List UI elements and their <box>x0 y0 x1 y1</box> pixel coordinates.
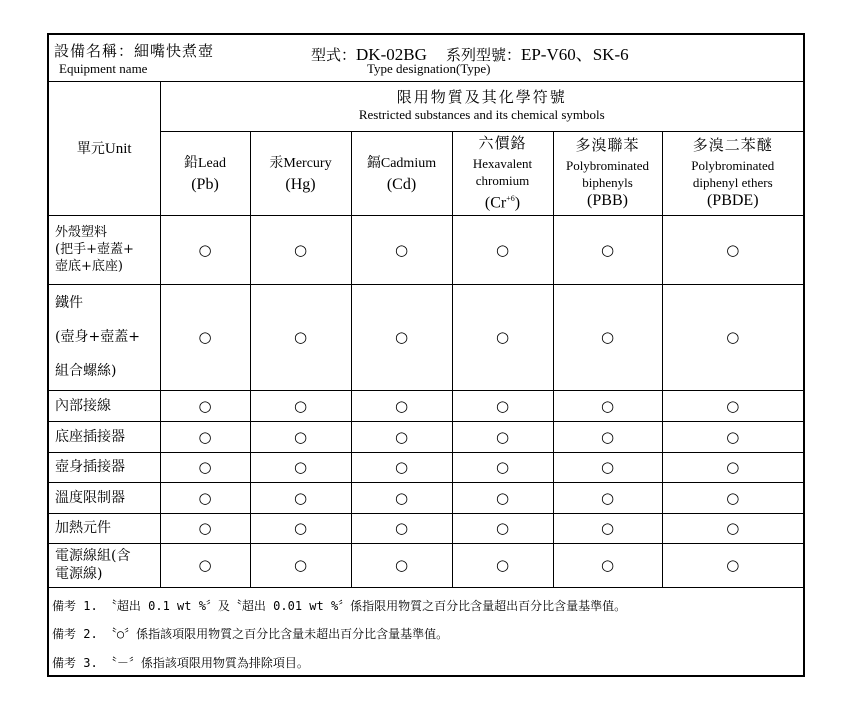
compliance-mark: ○ <box>160 215 250 284</box>
compliance-mark: ○ <box>351 215 452 284</box>
compliance-mark: ○ <box>250 513 351 543</box>
substance-zh: 鉛 <box>184 154 198 171</box>
compliance-mark: ○ <box>662 421 803 452</box>
compliance-mark: ○ <box>351 390 452 421</box>
substance-zh: 多溴二苯醚 <box>692 136 773 154</box>
compliance-mark: ○ <box>351 421 452 452</box>
compliance-mark: ○ <box>553 452 662 482</box>
substance-en-line1: Polybrominated <box>565 158 650 173</box>
compliance-mark: ○ <box>553 513 662 543</box>
compliance-mark: ○ <box>250 215 351 284</box>
compliance-mark: ○ <box>452 215 553 284</box>
compliance-mark: ○ <box>452 543 553 587</box>
note-1: 備考 1. 〝超出 0.1 wt %〞及〝超出 0.01 wt %〞係指限用物質之百分比含量超出百分比含量基準值。 <box>52 599 627 613</box>
type-designation-en: Type designation(Type) <box>367 61 491 76</box>
equipment-name-label: 設備名稱：細嘴快煮壺 <box>54 42 215 60</box>
type-value: DK-02BG <box>356 45 427 64</box>
substance-header-pbde <box>662 131 803 215</box>
substance-en: Cadmium <box>380 155 437 171</box>
unit-header-zh: 單元 <box>76 140 105 157</box>
component-name-cell <box>49 284 160 390</box>
component-row <box>49 482 803 513</box>
substance-header-hexavalent-chromium <box>452 131 553 215</box>
component-row <box>49 421 803 452</box>
component-name-line: 底座插接器 <box>55 428 125 445</box>
compliance-mark: ○ <box>553 421 662 452</box>
component-row <box>49 215 803 284</box>
substance-symbol: (PBB) <box>587 192 628 209</box>
compliance-mark: ○ <box>351 452 452 482</box>
component-name-cell <box>49 421 160 452</box>
compliance-mark: ○ <box>160 390 250 421</box>
component-name-line: 外殼塑料 <box>55 225 108 240</box>
compliance-mark: ○ <box>662 284 803 390</box>
unit-header-en: Unit <box>104 140 132 157</box>
compliance-mark: ○ <box>553 543 662 587</box>
substance-en-line2: chromium <box>475 172 530 188</box>
substance-header-row <box>49 131 803 215</box>
component-name-cell <box>49 452 160 482</box>
compliance-mark: ○ <box>553 284 662 390</box>
compliance-mark: ○ <box>662 390 803 421</box>
compliance-mark: ○ <box>553 482 662 513</box>
compliance-mark: ○ <box>351 543 452 587</box>
substance-header-pbb <box>553 131 662 215</box>
compliance-mark: ○ <box>160 421 250 452</box>
compliance-mark: ○ <box>452 390 553 421</box>
compliance-mark: ○ <box>250 421 351 452</box>
substance-header-lead <box>160 131 250 215</box>
component-name-line: 電源線) <box>55 566 103 582</box>
compliance-mark: ○ <box>452 452 553 482</box>
substance-symbol: (Cd) <box>386 175 417 193</box>
compliance-mark: ○ <box>662 452 803 482</box>
component-row <box>49 543 803 587</box>
compliance-mark: ○ <box>250 390 351 421</box>
compliance-mark: ○ <box>160 513 250 543</box>
compliance-mark: ○ <box>250 452 351 482</box>
component-row <box>49 284 803 390</box>
substance-symbol: $(Cr^{+6})$ <box>484 193 521 212</box>
component-name-line: 加熱元件 <box>55 520 111 536</box>
component-name-cell <box>49 543 160 587</box>
compliance-mark: ○ <box>662 215 803 284</box>
component-name-cell <box>49 482 160 513</box>
component-name-cell <box>49 513 160 543</box>
component-name-line: 組合螺絲) <box>55 363 117 379</box>
note-2: 備考 2. 〝○〞係指該項限用物質之百分比含量未超出百分比含量基準值。 <box>52 627 449 641</box>
compliance-mark: ○ <box>351 482 452 513</box>
equipment-name-en: Equipment name <box>59 61 148 76</box>
substance-symbol: (Pb) <box>191 175 219 193</box>
substance-en-line2: diphenyl ethers <box>692 175 773 190</box>
substance-zh: 汞 <box>269 154 284 171</box>
component-name-cell <box>49 215 160 284</box>
component-name-line: 壺身插接器 <box>55 459 125 475</box>
compliance-mark: ○ <box>452 284 553 390</box>
compliance-mark: ○ <box>662 513 803 543</box>
component-name-line: 壺底+底座) <box>55 259 123 274</box>
substance-symbol: (PBDE) <box>706 192 759 209</box>
component-row <box>49 452 803 482</box>
compliance-mark: ○ <box>160 284 250 390</box>
compliance-mark: ○ <box>662 543 803 587</box>
substance-en: Lead <box>198 155 226 171</box>
restricted-substances-table <box>49 81 803 588</box>
type-label: 型式： <box>311 46 357 64</box>
component-row <box>49 513 803 543</box>
substance-en-line1: Polybrominated <box>691 158 775 173</box>
compliance-mark: ○ <box>553 215 662 284</box>
rohs-declaration-document <box>47 33 805 677</box>
compliance-mark: ○ <box>160 543 250 587</box>
compliance-mark: ○ <box>452 421 553 452</box>
compliance-mark: ○ <box>452 513 553 543</box>
component-row <box>49 390 803 421</box>
substance-zh: 鎘 <box>366 154 381 171</box>
substance-zh: 六價鉻 <box>478 133 527 152</box>
series-value: EP-V60、SK-6 <box>520 45 629 64</box>
substance-en-line1: Hexavalent <box>472 155 533 171</box>
component-name-line: 內部接線 <box>55 397 111 414</box>
compliance-mark: ○ <box>553 390 662 421</box>
compliance-mark: ○ <box>250 543 351 587</box>
compliance-mark: ○ <box>351 513 452 543</box>
component-name-line: (把手+壺蓋+ <box>55 242 134 257</box>
substance-zh: 多溴聯苯 <box>575 136 640 154</box>
component-name-line: (壺身+壺蓋+ <box>55 329 140 345</box>
compliance-mark: ○ <box>160 482 250 513</box>
substance-header-mercury <box>250 131 351 215</box>
compliance-mark: ○ <box>250 284 351 390</box>
restricted-substances-zh: 限用物質及其化學符號 <box>396 88 567 107</box>
table-header-row-top <box>49 81 803 131</box>
component-name-line: 鐵件 <box>55 295 83 311</box>
substance-en: Mercury <box>283 155 332 171</box>
note-3: 備考 3. 〝－〞係指該項限用物質為排除項目。 <box>52 656 309 670</box>
restricted-substances-header <box>160 81 803 131</box>
substance-header-cadmium <box>351 131 452 215</box>
compliance-mark: ○ <box>662 482 803 513</box>
unit-header-cell <box>49 81 160 215</box>
component-name-line: 電源線組(含 <box>55 548 131 564</box>
restricted-substances-en: Restricted substances and its chemical symbols <box>358 107 605 123</box>
compliance-mark: ○ <box>351 284 452 390</box>
document-header <box>49 35 803 82</box>
compliance-mark: ○ <box>250 482 351 513</box>
component-rows <box>49 215 803 587</box>
compliance-mark: ○ <box>160 452 250 482</box>
series-label: 系列型號： <box>445 46 521 64</box>
component-name-cell <box>49 390 160 421</box>
component-name-line: 溫度限制器 <box>55 489 125 506</box>
substance-en-line2: biphenyls <box>582 175 633 190</box>
compliance-mark: ○ <box>452 482 553 513</box>
substance-symbol: (Hg) <box>285 175 316 193</box>
